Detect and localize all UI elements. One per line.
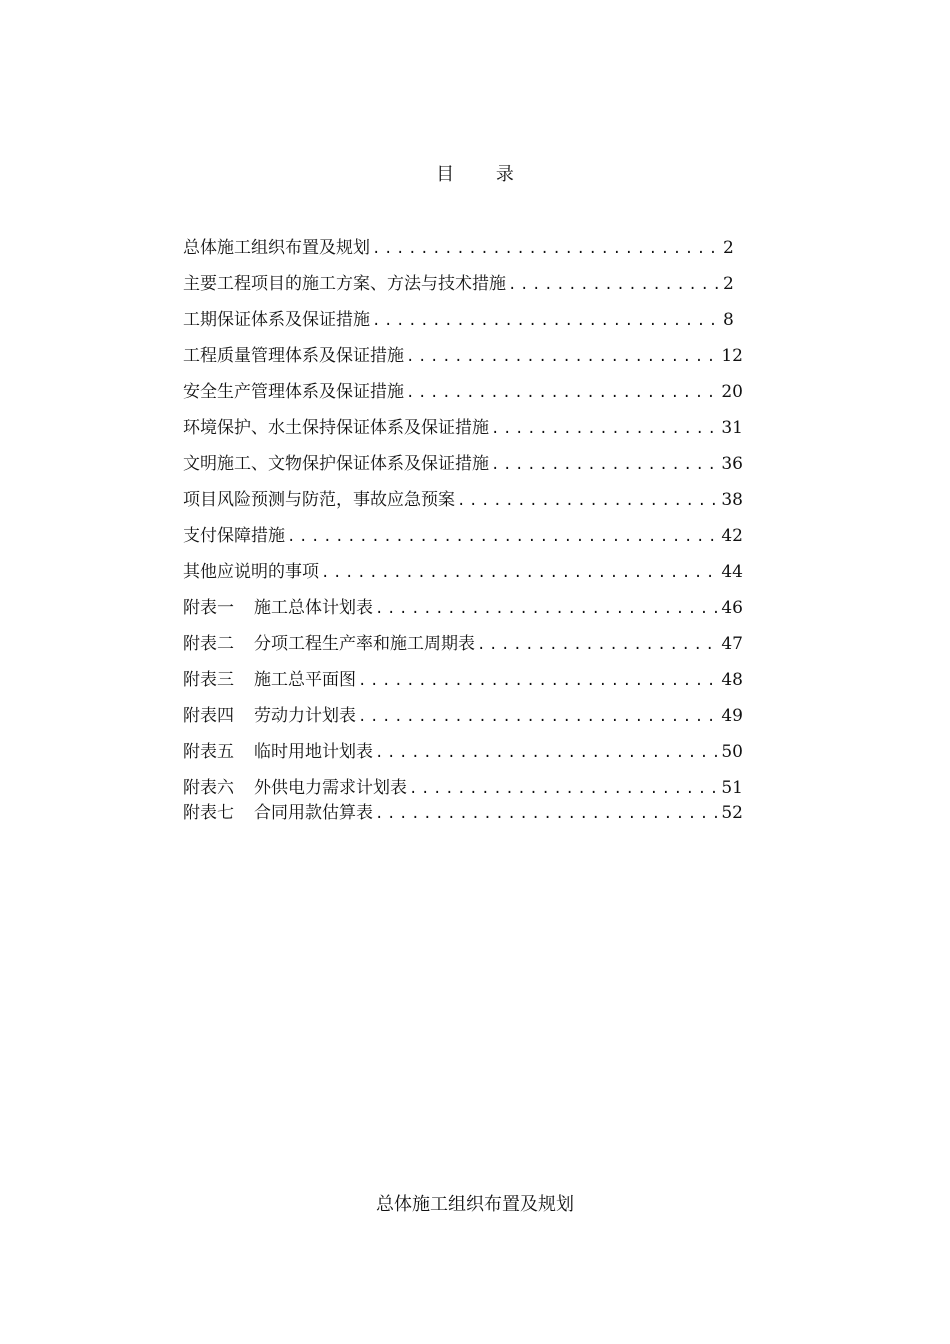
toc-entry[interactable]: [183, 557, 743, 593]
appendix-prefix: 附表七: [183, 803, 234, 823]
dot-leader: [491, 421, 719, 437]
toc-entry-label: 文明施工、文物保护保证体系及保证措施: [183, 454, 489, 474]
toc-entry-appendix[interactable]: [183, 701, 743, 737]
toc-entry-appendix[interactable]: [183, 773, 743, 798]
toc-entry[interactable]: [183, 449, 743, 485]
toc-entry-label: 环境保护、水土保持保证体系及保证措施: [183, 418, 489, 438]
toc-entry[interactable]: [183, 485, 743, 521]
appendix-prefix: 附表一: [183, 598, 234, 618]
toc-entry[interactable]: [183, 341, 743, 377]
toc-entry-label: [183, 593, 373, 618]
toc-entry-label: [183, 701, 356, 726]
appendix-prefix: 附表三: [183, 670, 234, 690]
section-heading: 总体施工组织布置及规划: [376, 1194, 574, 1215]
toc-entry-page: 49: [721, 706, 743, 726]
toc-entry-page: 20: [721, 382, 743, 402]
toc-entry-page: 50: [721, 742, 743, 762]
toc-entry-page: 51: [721, 778, 743, 798]
toc-entry-page: 44: [721, 562, 743, 582]
dot-leader: [375, 806, 719, 822]
dot-leader: [375, 745, 719, 761]
appendix-title: 施工总体计划表: [254, 598, 373, 618]
toc-entry-page: 42: [721, 526, 743, 546]
toc-entry-page: 47: [721, 634, 743, 654]
toc-entry-page: 12: [721, 346, 743, 366]
appendix-title: 外供电力需求计划表: [254, 778, 407, 798]
appendix-title: 劳动力计划表: [254, 706, 356, 726]
toc-entry-appendix[interactable]: [183, 665, 743, 701]
toc-entry-label: 其他应说明的事项: [183, 562, 319, 582]
appendix-prefix: 附表五: [183, 742, 234, 762]
toc-entry-label: 工期保证体系及保证措施: [183, 310, 370, 330]
toc-entry-label: [183, 629, 475, 654]
toc-entry-page: 36: [721, 454, 743, 474]
dot-leader: [372, 241, 721, 257]
dot-leader: [491, 457, 719, 473]
toc-entry[interactable]: [183, 377, 743, 413]
dot-leader: [406, 385, 719, 401]
toc-entry[interactable]: [183, 269, 743, 305]
dot-leader: [358, 673, 719, 689]
toc-entry[interactable]: [183, 305, 743, 341]
appendix-title: 分项工程生产率和施工周期表: [254, 634, 475, 654]
toc-entry-label: 主要工程项目的施工方案、方法与技术措施: [183, 274, 506, 294]
appendix-title: 临时用地计划表: [254, 742, 373, 762]
toc-entry[interactable]: [183, 233, 743, 269]
toc-entry-appendix[interactable]: [183, 737, 743, 773]
toc-entry-label: 总体施工组织布置及规划: [183, 238, 370, 258]
toc-entry-label: [183, 737, 373, 762]
dot-leader: [287, 529, 719, 545]
dot-leader: [477, 637, 719, 653]
appendix-prefix: 附表二: [183, 634, 234, 654]
toc-entry-page: 8: [723, 310, 734, 330]
dot-leader: [372, 313, 721, 329]
toc-entry-label: [183, 798, 373, 823]
appendix-prefix: 附表六: [183, 778, 234, 798]
appendix-title: 施工总平面图: [254, 670, 356, 690]
toc-entry[interactable]: [183, 521, 743, 557]
toc-entry-label: [183, 773, 407, 798]
toc-entry-page: 38: [721, 490, 743, 510]
dot-leader: [508, 277, 721, 293]
dot-leader: [409, 781, 719, 797]
dot-leader: [457, 493, 719, 509]
toc-entry-page: 31: [721, 418, 743, 438]
dot-leader: [321, 565, 719, 581]
dot-leader: [358, 709, 719, 725]
toc-entry-page: 46: [721, 598, 743, 618]
table-of-contents: [183, 233, 743, 834]
toc-title: 目 录: [436, 164, 532, 185]
toc-entry-label: 工程质量管理体系及保证措施: [183, 346, 404, 366]
toc-entry-page: 2: [723, 274, 734, 294]
toc-entry-label: 支付保障措施: [183, 526, 285, 546]
toc-entry-page: 2: [723, 238, 734, 258]
toc-entry[interactable]: [183, 413, 743, 449]
toc-entry-appendix[interactable]: [183, 798, 743, 834]
toc-entry-page: 52: [721, 803, 743, 823]
dot-leader: [375, 601, 719, 617]
appendix-title: 合同用款估算表: [254, 803, 373, 823]
toc-entry-appendix[interactable]: [183, 629, 743, 665]
toc-entry-label: 安全生产管理体系及保证措施: [183, 382, 404, 402]
toc-entry-label: 项目风险预测与防范，事故应急预案: [183, 490, 455, 510]
toc-entry-label: [183, 665, 356, 690]
toc-entry-page: 48: [721, 670, 743, 690]
toc-entry-appendix[interactable]: [183, 593, 743, 629]
appendix-prefix: 附表四: [183, 706, 234, 726]
dot-leader: [406, 349, 719, 365]
